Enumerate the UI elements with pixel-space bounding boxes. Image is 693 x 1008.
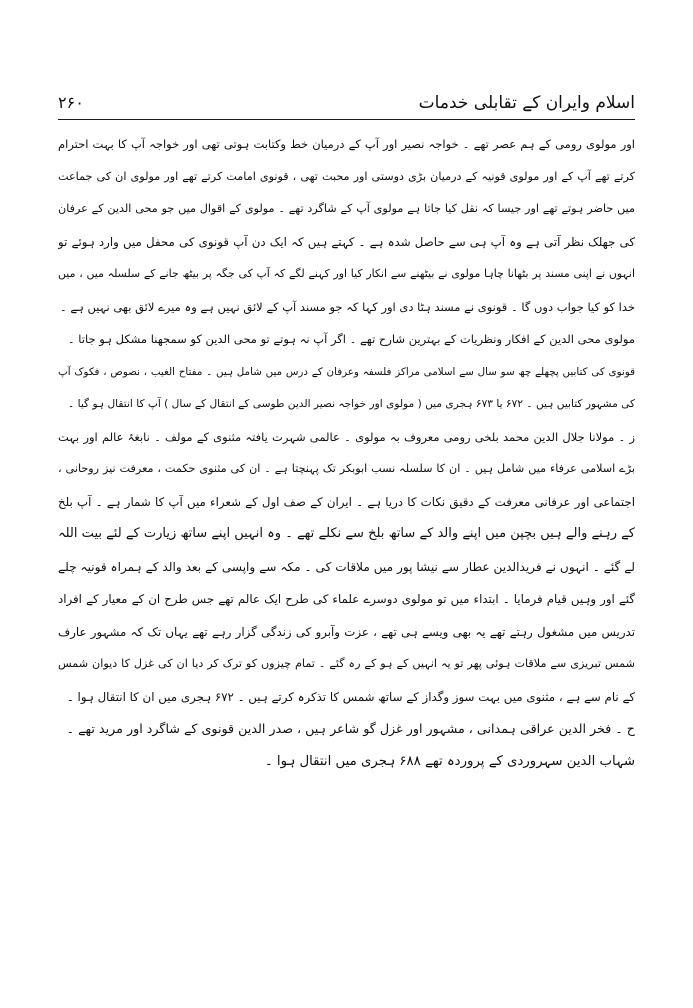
text-line: خدا کو کیا جواب دوں گا ۔ قونوی نے مسند ہٹا دی اور کہا کہ جو مسند آپ کے لائق نہیں ہے وہ میرے لائق بھی نہیں ہے ۔ [60, 299, 635, 314]
text-line: بڑے اسلامی عرفاء میں شامل ہیں ۔ ان کا سلسلہ نسب ابوبکر تک پہنچتا ہے ۔ ان کی مثنوی حکمت ، معرفت نیز روحانی ، [58, 462, 635, 475]
page-number: ۲۶۰ [58, 93, 84, 112]
text-line: میں حاضر ہوتے تھے اور جیسا کہ نقل کیا جاتا ہے مولوی آپ کے شاگرد تھے ۔ مولوی کے اقوال میں جو محی الدین کے عرفان [58, 202, 635, 215]
text-line: انہوں نے اپنی مسند پر بٹھانا چاہا مولوی نے بیٹھنے سے انکار کیا اور کہنے لگے کہ آپ کی جگہ پر بیٹھ جانے کے سلسلہ میں ، میں [58, 267, 635, 280]
running-header [58, 88, 635, 122]
text-line: گئے اور وہیں قیام فرمایا ۔ ابتداء میں تو مولوی دوسرے علماء کی طرح ایک عالم تھے جس طرح ان کے معیار کے افراد [58, 592, 635, 606]
text-line: اجتماعی اور عرفانی معرفت کے دقیق نکات کا دریا ہے ۔ ایران کے صف اول کے شعراء میں آپ کا شمار ہے ۔ آپ بلخ [58, 494, 635, 509]
body-text [58, 128, 635, 778]
text-line: اور مولوی رومی کے ہم عصر تھے ۔ خواجہ نصیر اور آپ کے درمیان خط وکتابت ہوتی تھی اور خواجہ آپ کا بہت احترام [58, 137, 635, 151]
text-line: مولوی محی الدین کے افکار ونظریات کے بہترین شارح تھے ۔ اگر آپ نہ ہوتے تو محی الدین کو سمجھنا مشکل ہو جاتا ۔ [67, 332, 635, 346]
text-line: شمس تبریزی سے ملاقات ہوئی پھر تو یہ انہیں کے ہو کے رہ گئے ۔ تمام چیزوں کو ترک کر دیا ان کی غزل کا دیوان شمس [58, 657, 635, 670]
text-line: شہاب الدین سہروردی کے پروردہ تھے ۶۸۸ ہجری میں انتقال ہوا ۔ [264, 753, 635, 769]
running-title: اسلام وایران کے تقابلی خدمات [418, 93, 635, 113]
text-line: کرتے تھے آپ کے اور مولوی قونیہ کے درمیان بڑی دوستی اور محبت تھی ، قونوی امامت کرتے تھے اور مولوی ان کی جماعت [58, 169, 635, 183]
text-line: کے رہنے والے ہیں بچپن میں اپنے والد کے ساتھ بلخ سے نکلے تھے ۔ وہ انہیں اپنے ساتھ زیارت کے لئے بیت اللہ [58, 526, 635, 541]
text-line: لے گئے ۔ انہوں نے فریدالدین عطار سے نیشا پور میں ملاقات کی ۔ مکہ سے واپسی کے بعد والد کے ہمراہ قونیہ چلے [58, 559, 635, 574]
text-line: تدریس میں مشغول رہتے تھے یہ بھی ویسے ہی تھے ، عزت وآبرو کی زندگی گزار رہے تھے یہاں تک کہ مشہور عارف [58, 624, 635, 639]
text-line: کی مشہور کتابیں ہیں ۔ ۶۷۲ یا ۶۷۳ ہجری میں ( مولوی اور خواجہ نصیر الدین طوسی کے انتقال کے سال ) آپ کا انتقال ہو گیا ۔ [68, 398, 635, 410]
text-line: ح ۔ فخر الدین عراقی ہمدانی ، مشہور اور غزل گو شاعر ہیں ، صدر الدین قونوی کے شاگرد اور مرید تھے ۔ [66, 721, 635, 736]
text-line: ز ۔ مولانا جلال الدین محمد بلخی رومی معروف بہ مولوی ۔ عالمی شہرت یافتہ مثنوی کے مولف ۔ نابغۂ عالم اور بہت [58, 429, 635, 444]
text-line: کی جھلک نظر آتی ہے وہ آپ ہی سے حاصل شدہ ہے ۔ کہتے ہیں کہ ایک دن آپ قونوی کی محفل میں وارد ہوئے تو [58, 234, 635, 249]
text-line: کے نام سے ہے ، مثنوی میں بہت سوز وگداز کے ساتھ شمس کا تذکرہ کرتے ہیں ۔ ۶۷۲ ہجری میں ان کا انتقال ہوا ۔ [66, 689, 635, 704]
text-line: قونوی کی کتابیں پچھلے چھ سو سال سے اسلامی مراکز فلسفہ وعرفان کے درس میں شامل ہیں ۔ مفتاح الغیب ، نصوص ، فکوک آپ [58, 365, 635, 378]
header-divider [58, 119, 635, 120]
